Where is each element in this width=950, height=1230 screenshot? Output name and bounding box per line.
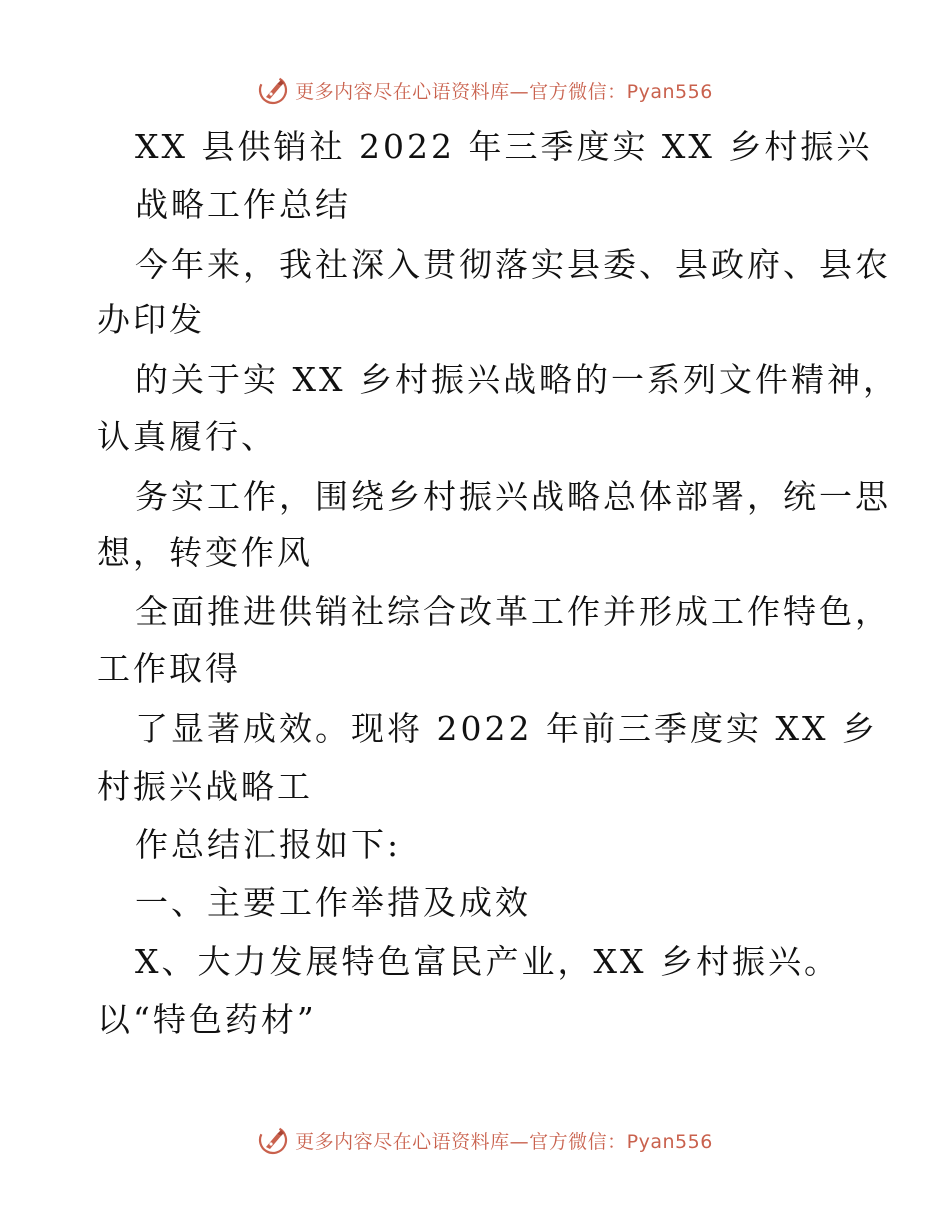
paragraph-line: 村振兴战略工 [97,767,313,806]
paragraph-line: 的关于实 XX 乡村振兴战略的一系列文件精神， [135,360,899,399]
watermark-text: 更多内容尽在心语资料库—官方微信：Pyan556 [295,1130,713,1153]
paragraph-line: 办印发 [97,300,205,339]
paragraph-line: 今年来，我社深入贯彻落实县委、县政府、县农 [135,245,891,284]
header-watermark [257,74,713,106]
paragraph-line: 以“特色药材” [97,1000,317,1039]
title-line-1: XX 县供销社 2022 年三季度实 XX 乡村振兴 [135,127,873,166]
paragraph-line: 务实工作，围绕乡村振兴战略总体部署，统一思 [135,477,891,516]
paragraph-line: 全面推进供销社综合改革工作并形成工作特色， [135,592,891,631]
paragraph-line: 认真履行、 [97,417,277,456]
pen-nib-seal-icon [257,74,289,106]
header-watermark-banner [0,70,950,110]
paragraph-line: 想，转变作风 [97,533,313,572]
paragraph-line: 作总结汇报如下: [135,825,402,864]
paragraph-line: 了显著成效。现将 2022 年前三季度实 XX 乡 [135,709,878,748]
section-heading: 一、主要工作举措及成效 [135,883,531,922]
watermark-text: 更多内容尽在心语资料库—官方微信：Pyan556 [295,80,713,103]
subsection-heading: X、大力发展特色富民产业，XX 乡村振兴。 [135,942,840,981]
pen-nib-seal-icon [257,1124,289,1156]
footer-watermark [257,1124,713,1156]
footer-watermark-banner [0,1120,950,1160]
paragraph-line: 工作取得 [97,649,241,688]
title-line-2: 战略工作总结 [135,185,351,224]
